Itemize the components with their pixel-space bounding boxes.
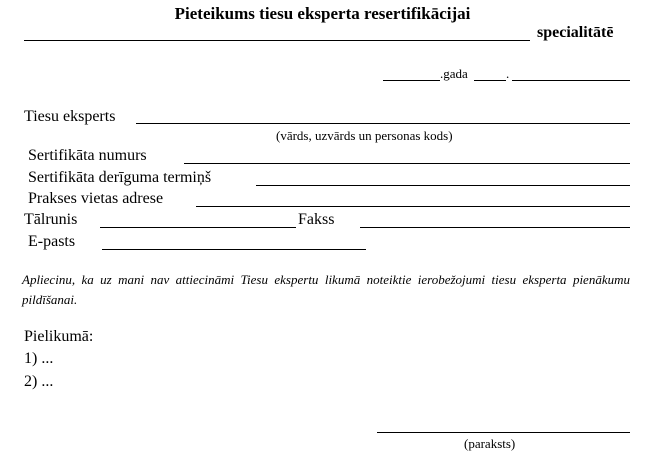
specialty-blank[interactable] — [24, 40, 530, 41]
cert-number-label: Sertifikāta numurs — [28, 147, 147, 164]
expert-hint: (vārds, uzvārds un personas kods) — [276, 128, 453, 143]
date-dot: . — [506, 66, 510, 81]
phone-blank[interactable] — [100, 227, 296, 228]
signature-blank[interactable] — [377, 432, 630, 433]
date-year-blank[interactable] — [474, 80, 506, 81]
specialty-label: specialitātē — [537, 24, 614, 41]
phone-label: Tālrunis — [24, 211, 78, 228]
expert-blank[interactable] — [136, 123, 630, 124]
practice-address-label: Prakses vietas adrese — [28, 190, 164, 207]
email-blank[interactable] — [102, 249, 366, 250]
date-year-suffix: .gada — [440, 66, 468, 81]
date-day-blank[interactable] — [383, 80, 440, 81]
attachment-item-2: 2) ... — [24, 373, 54, 390]
fax-label: Fakss — [298, 211, 335, 228]
form-title: Pieteikums tiesu eksperta resertifikācijai — [174, 4, 471, 23]
expert-label: Tiesu eksperts — [24, 108, 116, 125]
fax-blank[interactable] — [360, 227, 630, 228]
cert-validity-label: Sertifikāta derīguma termiņš — [28, 169, 212, 186]
cert-number-blank[interactable] — [184, 163, 630, 164]
cert-validity-blank[interactable] — [256, 185, 630, 186]
practice-address-blank[interactable] — [196, 206, 630, 207]
signature-label: (paraksts) — [464, 436, 516, 451]
attachments-heading: Pielikumā: — [24, 328, 94, 345]
email-label: E-pasts — [28, 233, 76, 250]
attachment-item-1: 1) ... — [24, 350, 54, 367]
date-month-blank[interactable] — [512, 80, 630, 81]
declaration-text: Apliecinu, ka uz mani nav attiecināmi Tiesu ekspertu likumā noteiktie ierobežojumi tiesu eksperta pienākumu pildīšanai. — [22, 272, 630, 307]
